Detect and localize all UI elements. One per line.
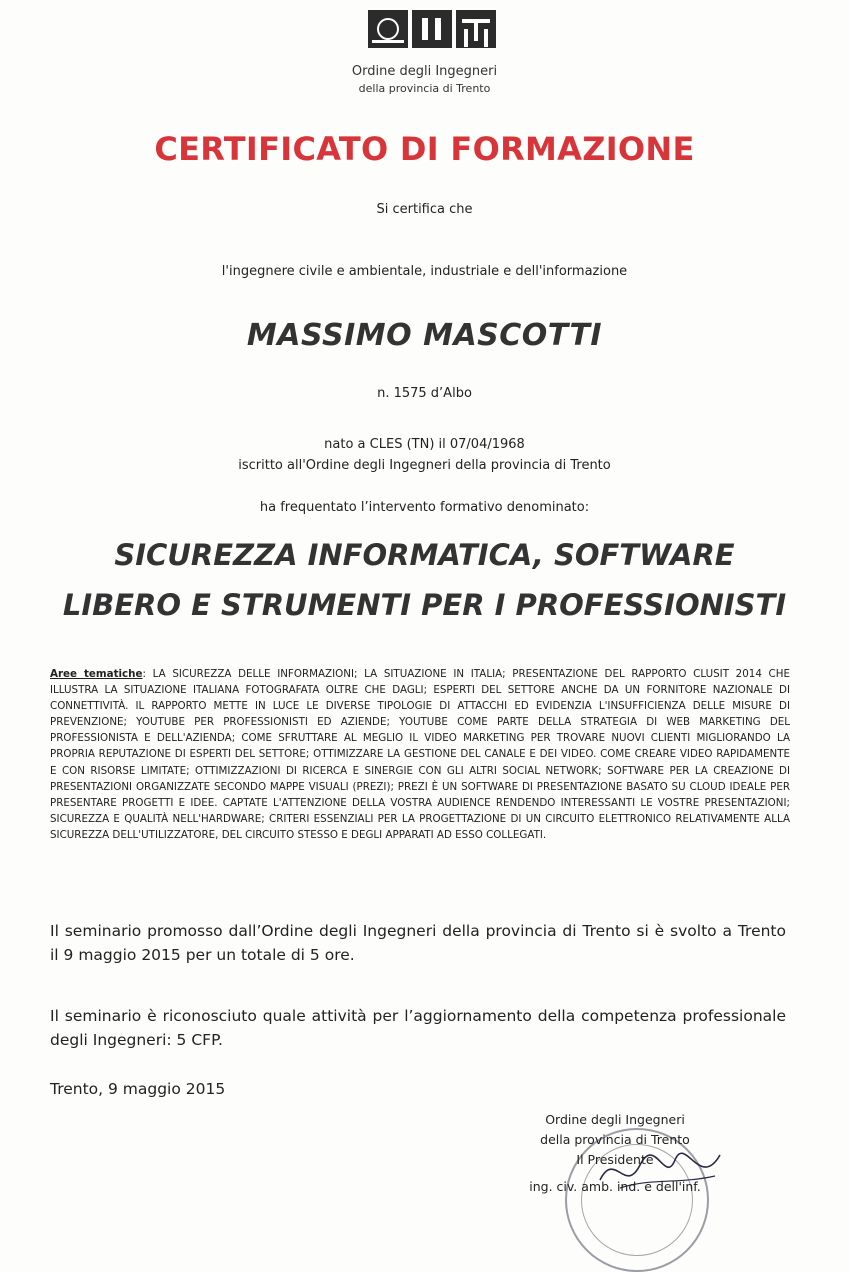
registration-info: iscritto all'Ordine degli Ingegneri della provincia di Trento (238, 458, 611, 473)
signature-role: Il Presidente (576, 1152, 654, 1167)
qualification-text: l'ingegnere civile e ambientale, industriale e dell'informazione (221, 264, 628, 279)
topics-paragraph (50, 666, 790, 843)
recipient-name: MASSIMO MASCOTTI (246, 318, 603, 353)
org-name-line1: Ordine degli Ingegneri (351, 64, 498, 79)
albo-number: n. 1575 d’Albo (377, 386, 472, 401)
course-title-line2: LIBERO E STRUMENTI PER I PROFESSIONISTI (62, 588, 787, 622)
signature-title: ing. civ. amb. ind. e dell'inf. (529, 1179, 701, 1194)
logo-i-icon (412, 10, 452, 48)
course-title-line1: SICUREZZA INFORMATICA, SOFTWARE (114, 538, 735, 572)
birth-info: nato a CLES (TN) il 07/04/1968 (324, 437, 525, 452)
org-name-line2: della provincia di Trento (358, 82, 491, 95)
signature-org-line1: Ordine degli Ingegneri (545, 1112, 685, 1127)
topics-label: Aree tematiche (50, 668, 143, 680)
certificate-title: CERTIFICATO DI FORMAZIONE (154, 130, 695, 168)
ordine-ingegneri-logo-icon (368, 10, 496, 48)
attended-text: ha frequentato l’intervento formativo denominato: (259, 500, 590, 515)
logo-o-icon (368, 10, 408, 48)
logo-t-icon (456, 10, 496, 48)
intro-text: Si certifica che (376, 202, 473, 217)
recognition-info: Il seminario è riconosciuto quale attività per l’aggiornamento della competenza professionale degli Ingegneri: 5 CFP. (50, 1007, 786, 1049)
place-date: Trento, 9 maggio 2015 (50, 1080, 226, 1098)
topics-text: : LA SICUREZZA DELLE INFORMAZIONI; LA SITUAZIONE IN ITALIA; PRESENTAZIONE DEL RAPPORTO CLUSIT 2014 CHE ILLUSTRA LA SITUAZIONE ITALIANA FOTOGRAFATA OLTRE CHE DAGLI; ESPERTI DEL SETTORE ANCHE DA UN FORNITORE NAZIONALE DI CONNETTIVITÀ. IL RAPPORTO METTE IN LUCE LE DIVERSE TIPOLOGIE DI ATTACCHI ED EVIDENZIA L'INSUFFICIENZA DELLE MISURE DI PREVENZIONE; YOUTUBE PER PROFESSIONISTI ED AZIENDE; YOUTUBE COME PARTE DELLA STRATEGIA DI WEB MARKETING DEL PROFESSIONISTA E DELL'AZIENDA; COME SFRUTTARE AL MEGLIO IL VIDEO MARKETING PER TROVARE NUOVI CLIENTI MIGLIORANDO LA PROPRIA REPUTAZIONE DI ESPERTI DEL SETTORE; OTTIMIZZARE LA GESTIONE DEL CANALE E DEI VIDEO. COME CREARE VIDEO RAPIDAMENTE E CON RISORSE LIMITATE; OTTIMIZZAZIONI DI RICERCA E SINERGIE CON GLI ALTRI SOCIAL NETWORK; SOFTWARE PER LA CREAZIONE DI PRESENTAZIONI ORGANIZZATE SECONDO MAPPE VISUALI (PREZI); PREZI È UN SOFTWARE DI PRESENTAZIONE BASATO SU CLOUD IDEALE PER PRESENTARE PROGETTI E IDEE. CAPTATE L'ATTENZIONE DELLA VOSTRA AUDIENCE RENDENDO INTERESSANTI LE VOSTRE PRESENTAZIONI; SICUREZZA E QUALITÀ NELL'HARDWARE; CRITERI ESSENZIALI PER LA PROGETTAZIONE DI UN CIRCUITO ELETTRONICO RELATIVAMENTE ALLA SICUREZZA DELL'UTILIZZATORE, DEL CIRCUITO STESSO E DEGLI APPARATI AD ESSO COLLEGATI. (50, 668, 790, 841)
signature-org-line2: della provincia di Trento (540, 1132, 690, 1147)
seminar-info: Il seminario promosso dall’Ordine degli Ingegneri della provincia di Trento si è svolto a Trento il 9 maggio 2015 per un totale di 5 ore. (50, 922, 786, 964)
